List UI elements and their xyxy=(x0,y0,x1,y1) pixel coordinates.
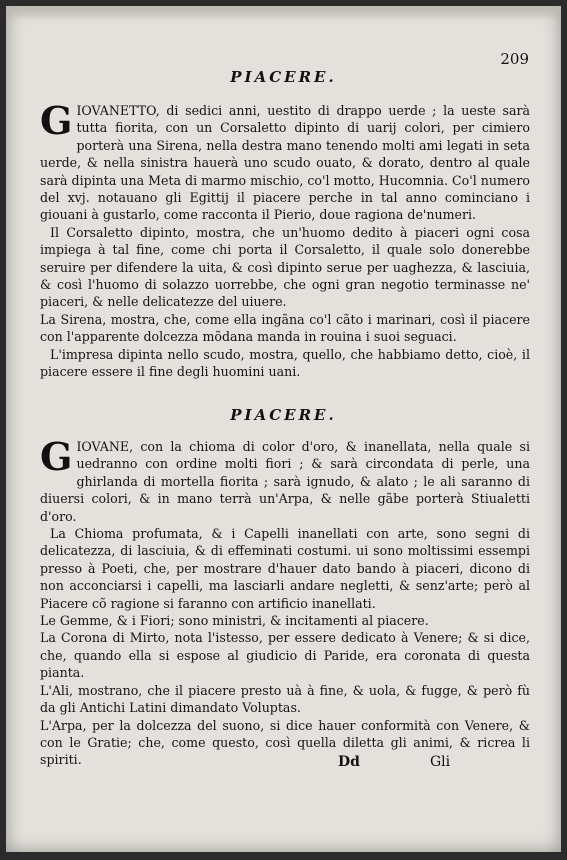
paragraph-text: IOVANETTO, di sedici anni, uestito di drappo uerde ; la ueste sarà tutta fiorita, con un Corsaletto dipinto di uarij colori, per cimiero porterà una Sirena, nella destra mano tenendo molti ami legati in seta uerde, & nella sinistra hauerà uno scudo ouato, & dorato, dentro al quale sarà dipinta una Meta di marmo mischio, co'l motto, Hucomnia. Co'l numero del xvj. notauano gli Egittij il piacere perche in tal anno cominciano i giouani à gustarlo, come racconta il Pierio, doue ragiona de'numeri. xyxy=(40,103,530,223)
paragraph: La Chioma profumata, & i Capelli inanellati con arte, sono segni di delicatezza, di lasciuia, & di effeminati costumi. ui sono moltissimi essempi presso à Poeti, che, per mostrare d'hauer dato bando à piaceri, dicono di non acconciarsi i capelli, ma lasciarli andare negletti, & senz'arte; però al Piacere cõ ragione si faranno con artificio inanellati. xyxy=(40,526,530,611)
section-heading-2: PIACERE. xyxy=(230,406,337,424)
page-number: 209 xyxy=(500,50,529,68)
catchword: Gli xyxy=(430,754,451,770)
page-top-shadow xyxy=(6,6,561,20)
section-body-2 xyxy=(40,434,530,769)
paragraph xyxy=(40,434,530,525)
paragraph: L'Ali, mostrano, che il piacere presto uà à fine, & uola, & fugge, & però fù da gli Antichi Latini dimandato Voluptas. xyxy=(40,682,530,716)
paragraph: Le Gemme, & i Fiori; sono ministri, & incitamenti al piacere. xyxy=(40,613,429,629)
paragraph xyxy=(40,98,530,224)
book-page xyxy=(6,6,561,852)
paragraph: L'impresa dipinta nello scudo, mostra, quello, che habbiamo detto, cioè, il piacere essere il fine degli huomini uani. xyxy=(40,346,530,380)
paragraph: Il Corsaletto dipinto, mostra, che un'huomo dedito à piaceri ogni cosa impiega à tal fine, come chi porta il Corsaletto, il quale solo donerebbe seruire per difendere la uita, & così dipinto serue per uaghezza, & lasciuia, & così l'huomo di solazzo uorrebbe, che ogni gran negotio terminasse ne' piaceri, & nelle delicatezze del uiuere. xyxy=(40,224,530,310)
drop-cap: G xyxy=(40,98,73,143)
signature-mark: Dd xyxy=(338,754,360,770)
paragraph-text: IOVANE, con la chioma di color d'oro, & inanellata, nella quale si uedranno con ordine molti fiori ; & sarà circondata di perle, una ghirlanda di mortella fiorita ; sarà ignudo, & alato ; le ali saranno di diuersi colori, & in mano terrà un'Arpa, & nelle gãbe porterà Stiualetti d'oro. xyxy=(40,439,530,524)
paragraph: La Sirena, mostra, che, come ella ingãna co'l cãto i marinari, così il piacere con l'apparente dolcezza mõdana manda in rouina i suoi seguaci. xyxy=(40,311,530,345)
paragraph: L'Arpa, per la dolcezza del suono, si dice hauer conformità con Venere, & con le Gratie; che, come questo, così quella diletta gli animi, & ricrea li spiriti. xyxy=(40,717,530,768)
paragraph: La Corona di Mirto, nota l'istesso, per essere dedicato à Venere; & si dice, che, quando ella si espose al giudicio di Paride, era coronata di questa pianta. xyxy=(40,630,530,681)
section-heading-1: PIACERE. xyxy=(230,68,337,86)
section-body-1 xyxy=(40,98,530,381)
drop-cap: G xyxy=(40,434,73,479)
